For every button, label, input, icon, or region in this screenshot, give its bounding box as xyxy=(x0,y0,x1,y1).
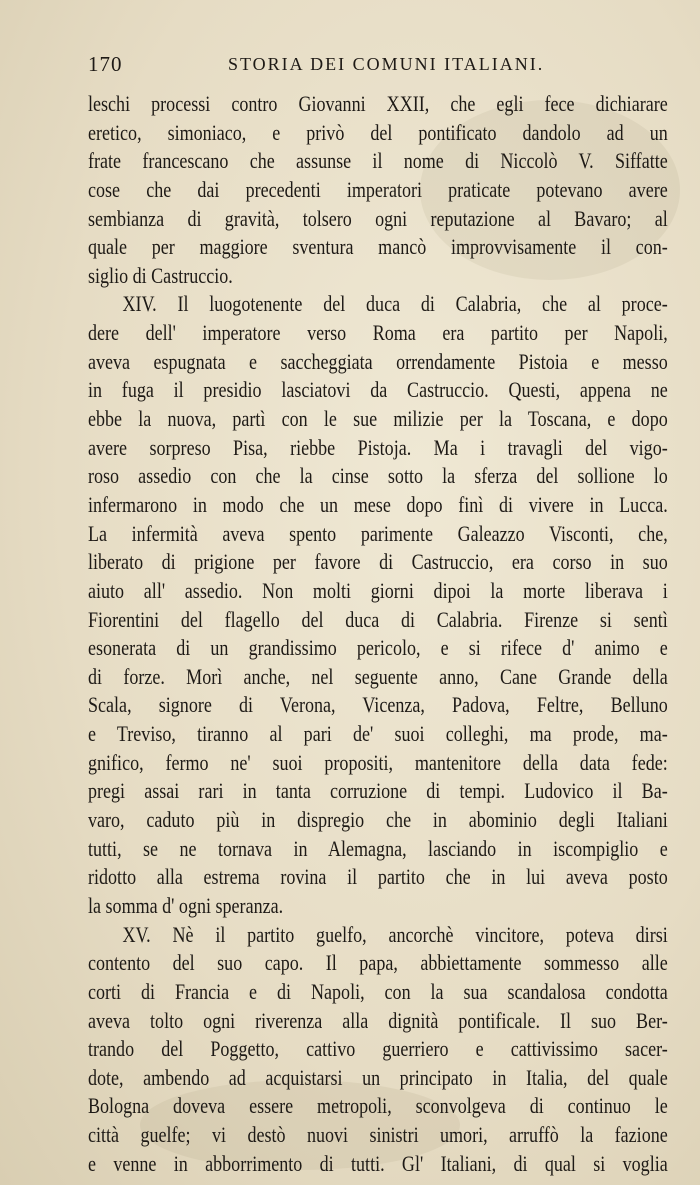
text-line: avere sorpreso Pisa, riebbe Pistoja. Ma i travagli del vigo- xyxy=(88,434,668,460)
text-line: tutti, se ne tornava in Alemagna, lasciando in iscompiglio e xyxy=(88,835,668,861)
text-line: roso assedio con che la cinse sotto la sferza del sollione lo xyxy=(88,463,668,489)
text-line: in fuga il presidio lasciatovi da Castruccio. Questi, appena ne xyxy=(88,377,668,403)
page-number: 170 xyxy=(88,52,123,76)
text-line: siglio di Castruccio. xyxy=(88,262,233,288)
running-title: STORIA DEI COMUNI ITALIANI. xyxy=(228,54,545,74)
text-line: gnifico, fermo ne' suoi propositi, mantenitore della data fede: xyxy=(88,749,668,775)
text-line: Bologna doveva essere metropoli, sconvolgeva di continuo le xyxy=(88,1093,668,1119)
text-line: ridotto alla estrema rovina il partito che in lui aveva posto xyxy=(88,864,668,890)
text-line: varo, caduto più in dispregio che in abominio degli Italiani xyxy=(88,807,668,833)
text-line: corti di Francia e di Napoli, con la sua scandalosa condotta xyxy=(88,978,668,1004)
text-line: XIV. Il luogotenente del duca di Calabria, che al proce- xyxy=(122,291,668,317)
text-line: leschi processi contro Giovanni XXII, che egli fece dichiarare xyxy=(88,91,668,116)
text-line: trando del Poggetto, cattivo guerriero e cattivissimo sacer- xyxy=(88,1036,668,1062)
text-line: sembianza di gravità, tolsero ogni reputazione al Bavaro; al xyxy=(88,205,668,231)
text-line: La infermità aveva spento parimente Galeazzo Visconti, che, xyxy=(88,520,668,546)
text-line: città guelfe; vi destò nuovi sinistri umori, arruffò la fazione xyxy=(88,1122,668,1148)
text-line: infermarono in modo che un mese dopo finì di vivere in Lucca. xyxy=(88,491,668,517)
text-line: cose che dai precedenti imperatori praticate potevano avere xyxy=(88,176,668,202)
text-line: frate francescano che assunse il nome di Niccolò V. Siffatte xyxy=(88,148,668,174)
text-line: dote, ambendo ad acquistarsi un principato in Italia, del quale xyxy=(88,1064,668,1090)
text-line: liberato di prigione per favore di Castruccio, era corso in suo xyxy=(88,549,668,575)
body-text xyxy=(88,90,668,1178)
text-line: esonerata di un grandissimo pericolo, e si rifece d' animo e xyxy=(88,635,668,661)
text-line: XV. Nè il partito guelfo, ancorchè vincitore, poteva dirsi xyxy=(122,921,668,947)
text-line: aveva tolto ogni riverenza alla dignità pontificale. Il suo Ber- xyxy=(88,1007,668,1033)
text-line: dere dell' imperatore verso Roma era partito per Napoli, xyxy=(88,320,668,346)
text-line: di forze. Morì anche, nel seguente anno, Cane Grande della xyxy=(88,663,668,689)
text-line: la somma d' ogni speranza. xyxy=(88,892,284,918)
text-line: e venne in abborrimento di tutti. Gl' Italiani, di qual si voglia xyxy=(88,1150,668,1176)
text-line: quale per maggiore sventura mancò improvvisamente il con- xyxy=(88,234,668,260)
text-line: Scala, signore di Verona, Vicenza, Padova, Feltre, Belluno xyxy=(88,692,668,718)
text-line: e Treviso, tiranno al pari de' suoi colleghi, ma prode, ma- xyxy=(88,721,668,747)
text-line: Fiorentini del flagello del duca di Calabria. Firenze si sentì xyxy=(88,606,668,632)
text-line: aiuto all' assedio. Non molti giorni dipoi la morte liberava i xyxy=(88,577,668,603)
text-line: pregi assai rari in tanta corruzione di tempi. Ludovico il Ba- xyxy=(88,778,668,804)
text-line: ebbe la nuova, partì con le sue milizie per la Toscana, e dopo xyxy=(88,406,668,432)
text-line: aveva espugnata e saccheggiata orrendamente Pistoia e messo xyxy=(88,348,668,374)
text-line: eretico, simoniaco, e privò del pontificato dandolo ad un xyxy=(88,119,668,145)
text-line: contento del suo capo. Il papa, abbiettamente sommesso alle xyxy=(88,950,668,976)
running-head xyxy=(88,52,668,82)
